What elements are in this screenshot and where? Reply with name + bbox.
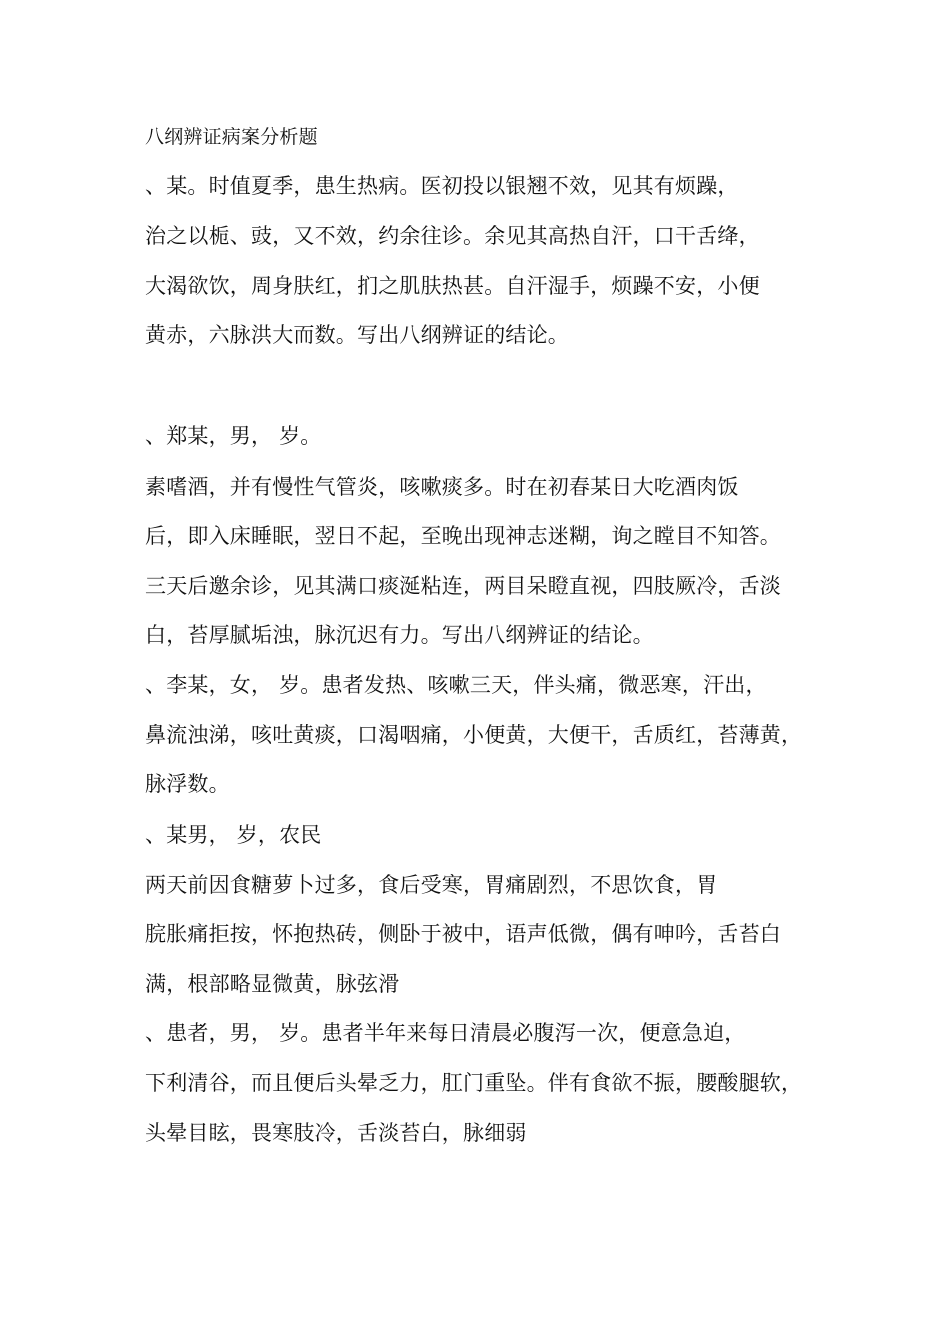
text-line: 、李某，女， 岁。患者发热、咳嗽三天，伴头痛，微恶寒，汗出， (145, 673, 767, 697)
text-line: 、某男， 岁，农民 (145, 823, 322, 847)
text-line: 头晕目眩，畏寒肢冷，舌淡苔白，脉细弱 (145, 1121, 527, 1145)
text-line: 黄赤，六脉洪大而数。写出八纲辨证的结论。 (145, 323, 569, 347)
text-line: 、患者，男， 岁。患者半年来每日清晨必腹泻一次，便意急迫， (145, 1021, 746, 1045)
text-line: 大渴欲饮，周身肤红，扪之肌肤热甚。自汗湿手，烦躁不安，小便 (145, 274, 760, 298)
text-line: 两天前因食糖萝卜过多，食后受寒，胃痛剧烈，不思饮食，胃 (145, 873, 718, 897)
document-title: 八纲辨证病案分析题 (145, 126, 318, 148)
text-line: 、郑某，男， 岁。 (145, 424, 322, 448)
text-line: 治之以栀、豉，又不效，约余往诊。余见其高热自汗，口干舌绛， (145, 224, 760, 248)
text-line: 后，即入床睡眠，翌日不起，至晚出现神志迷糊，询之瞠目不知答。 (145, 524, 781, 548)
text-line: 脉浮数。 (145, 772, 230, 796)
text-line: 下利清谷，而且便后头晕乏力，肛门重坠。伴有食欲不振，腰酸腿软， (145, 1071, 803, 1095)
text-line: 、某。时值夏季，患生热病。医初投以银翘不效，见其有烦躁， (145, 174, 739, 198)
text-line: 白，苔厚腻垢浊，脉沉迟有力。写出八纲辨证的结论。 (145, 623, 654, 647)
text-line: 素嗜酒，并有慢性气管炎，咳嗽痰多。时在初春某日大吃酒肉饭 (145, 475, 739, 499)
text-line: 满，根部略显微黄，脉弦滑 (145, 972, 400, 996)
text-line: 鼻流浊涕，咳吐黄痰，口渴咽痛，小便黄，大便干，舌质红，苔薄黄， (145, 723, 803, 747)
text-line: 脘胀痛拒按，怀抱热砖，侧卧于被中，语声低微，偶有呻吟，舌苔白 (145, 922, 781, 946)
text-line: 三天后邀余诊，见其满口痰涎粘连，两目呆瞪直视，四肢厥冷，舌淡 (145, 574, 781, 598)
